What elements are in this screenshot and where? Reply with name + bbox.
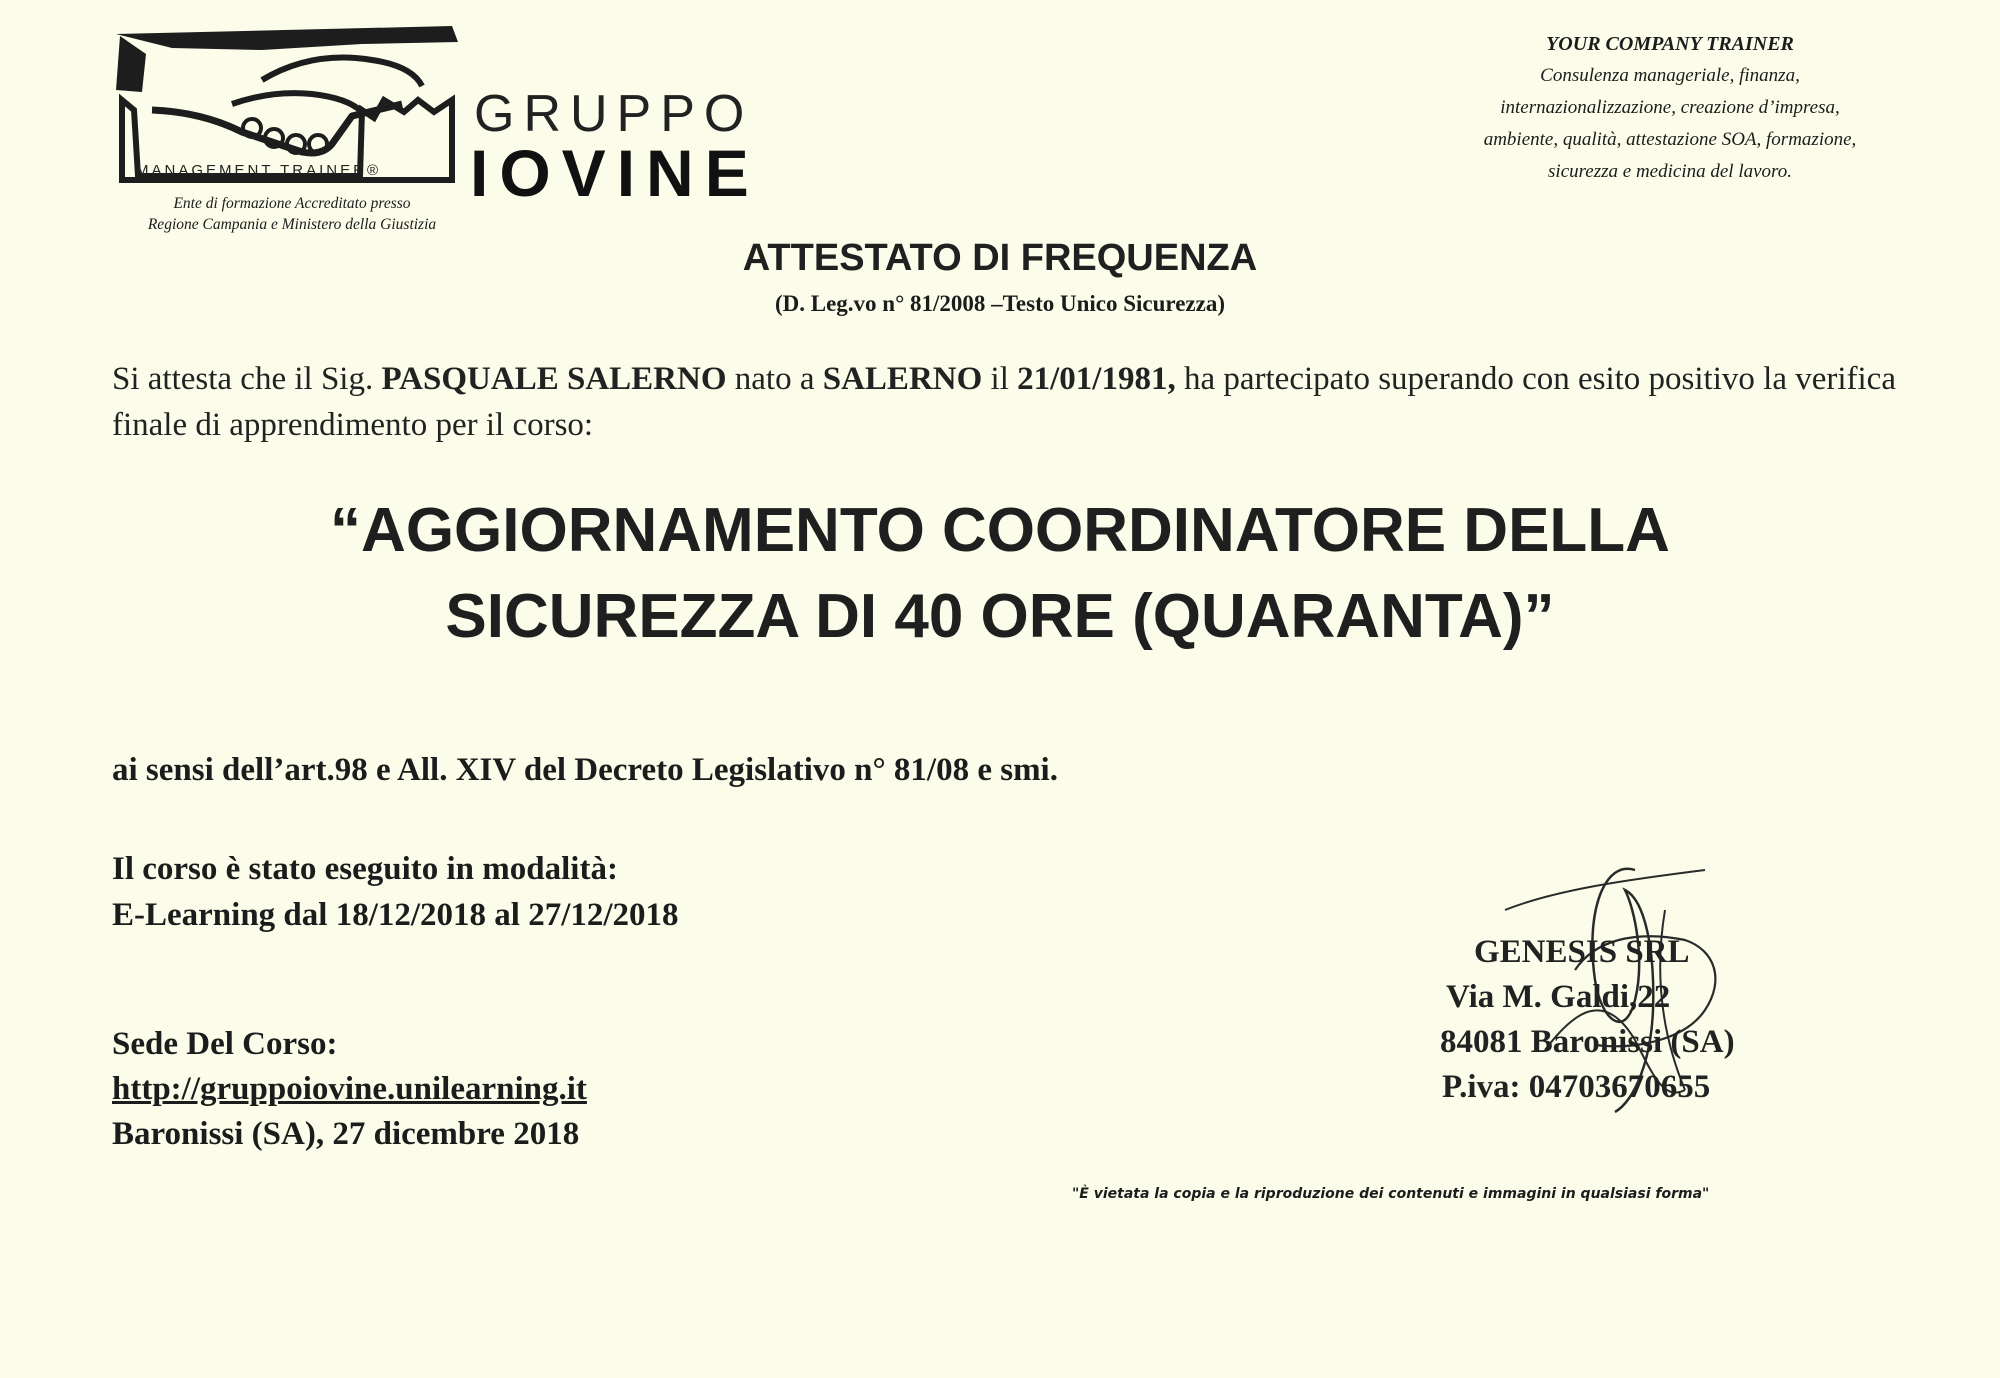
intro-text: Si attesta che il Sig. <box>112 361 382 397</box>
logo-gruppo-text: GRUPPO <box>474 85 754 143</box>
course-title <box>0 488 2000 660</box>
intro-text: ha partecipato superando con esito positivo la verifica finale di apprendimento per il corso: <box>112 361 1896 443</box>
logo-tagline: MANAGEMENT TRAINER® <box>136 162 382 179</box>
handshake-logo-icon <box>112 20 462 185</box>
issuer-name: GENESIS SRL <box>1474 934 1690 970</box>
company-line: sicurezza e medicina del lavoro. <box>1548 161 1792 182</box>
participant-name: PASQUALE SALERNO <box>381 361 727 397</box>
course-location <box>112 1022 587 1157</box>
issuer-vat: P.iva: 04703670655 <box>1442 1069 1711 1105</box>
course-location-label: Sede Del Corso: <box>112 1026 338 1062</box>
issuer-address: Via M. Galdi,22 <box>1446 979 1671 1015</box>
course-title-line: “AGGIORNAMENTO COORDINATORE DELLA <box>330 496 1670 565</box>
issuer-block <box>1440 930 1735 1110</box>
document-subtitle: (D. Leg.vo n° 81/2008 –Testo Unico Sicurezza) <box>774 291 1225 316</box>
course-title-line: SICUREZZA DI 40 ORE (QUARANTA)” <box>445 582 1555 651</box>
company-line: internazionalizzazione, creazione d’impresa, <box>1500 97 1840 118</box>
legal-reference: ai sensi dell’art.98 e All. XIV del Decreto Legislativo n° 81/08 e smi. <box>112 752 1058 788</box>
copyright-notice: "È vietata la copia e la riproduzione dei contenuti e immagini in qualsiasi forma" <box>1072 1186 1710 1202</box>
issuer-city: 84081 Baronissi (SA) <box>1440 1024 1735 1060</box>
accreditation-line: Ente di formazione Accreditato presso <box>173 195 411 212</box>
course-mode-label: Il corso è stato eseguito in modalità: <box>112 851 618 887</box>
accreditation-line: Regione Campania e Ministero della Giustizia <box>147 216 437 233</box>
place-and-date: Baronissi (SA), 27 dicembre 2018 <box>112 1116 580 1152</box>
birth-date: 21/01/1981, <box>1017 361 1176 397</box>
course-mode <box>112 846 679 938</box>
company-line: Consulenza manageriale, finanza, <box>1540 65 1800 86</box>
attestation-text <box>112 356 1972 448</box>
company-line: ambiente, qualità, attestazione SOA, formazione, <box>1483 129 1857 150</box>
birth-city: SALERNO <box>822 361 983 397</box>
intro-text: nato a <box>726 361 823 397</box>
intro-text: il <box>982 361 1018 397</box>
company-title: YOUR COMPANY TRAINER <box>1546 33 1794 55</box>
company-info <box>1410 28 1930 188</box>
course-url-link[interactable]: http://gruppoiovine.unilearning.it <box>112 1071 587 1107</box>
course-mode-dates: E-Learning dal 18/12/2018 al 27/12/2018 <box>112 897 679 933</box>
document-title: ATTESTATO DI FREQUENZA <box>742 237 1258 279</box>
logo-iovine-text: IOVINE <box>470 136 760 210</box>
accreditation-note <box>112 193 472 235</box>
